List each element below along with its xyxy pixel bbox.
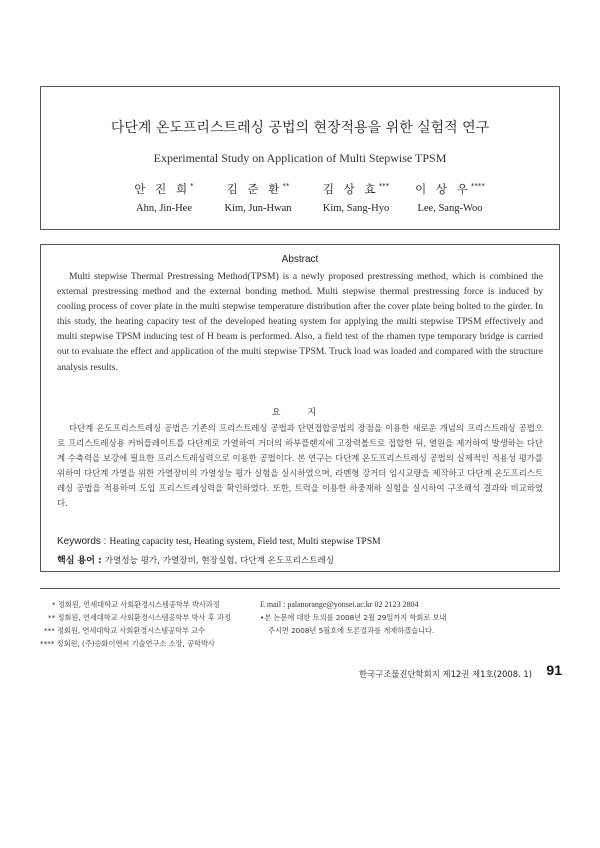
footnote-divider [40, 588, 560, 589]
page-number: 91 [546, 662, 562, 678]
title-box [40, 86, 560, 230]
keywords-english [57, 536, 547, 547]
affiliation-2: ** 정회원, 연세대학교 사회환경시스템공학부 박사 후 과정 [48, 613, 231, 622]
keywords-korean-value: 가열성능 평가, 가열장비, 현장실험, 다단계 온도프리스트레싱 [104, 556, 335, 566]
abstract-box [40, 244, 560, 572]
keywords-korean-label: 핵심 용어 : [57, 556, 102, 566]
affiliation-4: **** 정회원, (주)승화이엔씨 기술연구소 소장, 공학박사 [40, 639, 215, 648]
korean-abstract-text: 다단계 온도프리스트레싱 공법은 기존의 프리스트레싱 공법과 단면접합공법의 장점을 이용한 새로운 개념의 프리스트레싱 공법으로 프리스트레싱용 커버플레이트를 다단계로 가열하여 거더의 하부플랜지에 고장력볼트로 접합한 뒤, 열원을 제거하여 발생하는 다단계 수축력을 보강에 필요한 프리스트레싱력으로 이용한 공법이다. 본 연구는 다단계 온도프리스트레싱 공법의 실제적인 적용성 평가를 위하여 다단계 가열을 위한 가열장비의 가열성능 평가 실험을 실시하였으며, 라멘형 강거더 임시교량을 제작하고 다단계 온도프리스트레싱 공법을 적용하여 도입 프리스트레싱력을 확인하였다. 또한, 트럭을 이용한 하중재하 실험을 실시하여 구조해석 결과와 비교하였다. [57, 423, 543, 508]
contact-email: E mail : palanorange@yonsei.ac.kr 02 2123 2804 [260, 600, 419, 609]
discussion-note-line-2: 주시면 2008년 5월호에 토론결과를 게재하겠습니다. [268, 626, 435, 635]
author-2 [203, 181, 313, 214]
paper-title-korean: 다단계 온도프리스트레싱 공법의 현장적용을 위한 실험적 연구 [110, 120, 490, 136]
keywords-korean [57, 553, 547, 566]
keywords-value: Heating capacity test, Heating system, Field test, Multi stepwise TPSM [109, 537, 381, 547]
author-name-english: Kim, Sang-Hyo [322, 203, 390, 214]
correspondence-notes [260, 598, 560, 637]
abstract-heading: Abstract [281, 254, 319, 265]
keywords-label: Keywords : [57, 536, 107, 547]
author-affiliations [40, 598, 280, 650]
author-name-english: Ahn, Jin-Hee [136, 203, 192, 214]
paper-title-english: Experimental Study on Application of Multi Stepwise TPSM [153, 151, 447, 165]
abstract-text: Multi stepwise Thermal Prestressing Method(TPSM) is a newly proposed prestressing method, which is combined the external prestressing method and the external bonding method. Multi stepwise thermal prestressing force is induced by cooling process of cover plate in the multi stepwise temperature distribution after the cover plate being bolted to the girder. In this study, the heating capacity test of the developed heating system for applying the multi stepwise TPSM effectively and multi stepwise TPSM inducing test of H beam is performed. Also, a field test of the rhamen type temporary bridge is carried out to evaluate the effect and application of the multi stepwise TPSM. Truck load was loaded and compared with the structure analysis results. [57, 271, 543, 373]
korean-abstract-heading: 요 지 [271, 408, 329, 418]
author-name-english: Lee, Sang-Woo [417, 203, 483, 214]
affiliation-1: * 정회원, 연세대학교 사회환경시스템공학부 박사과정 [52, 600, 220, 609]
affiliation-3: *** 정회원, 연세대학교 사회환경시스템공학부 교수 [44, 626, 206, 635]
author-name-english: Kim, Jun-Hwan [224, 203, 292, 214]
author-name-korean: 안 진 희* [134, 182, 194, 196]
journal-citation: 한국구조물진단학회지 제12권 제1호(2008. 1) [358, 669, 532, 679]
author-name-korean: 이 상 우**** [415, 182, 485, 196]
discussion-note-line-1: •본 논문에 대한 토의를 2008년 2월 29일까지 학회로 보내 [260, 613, 447, 622]
author-name-korean: 김 상 효*** [322, 182, 390, 196]
author-name-korean: 김 준 환** [226, 182, 290, 196]
author-4 [395, 181, 505, 214]
